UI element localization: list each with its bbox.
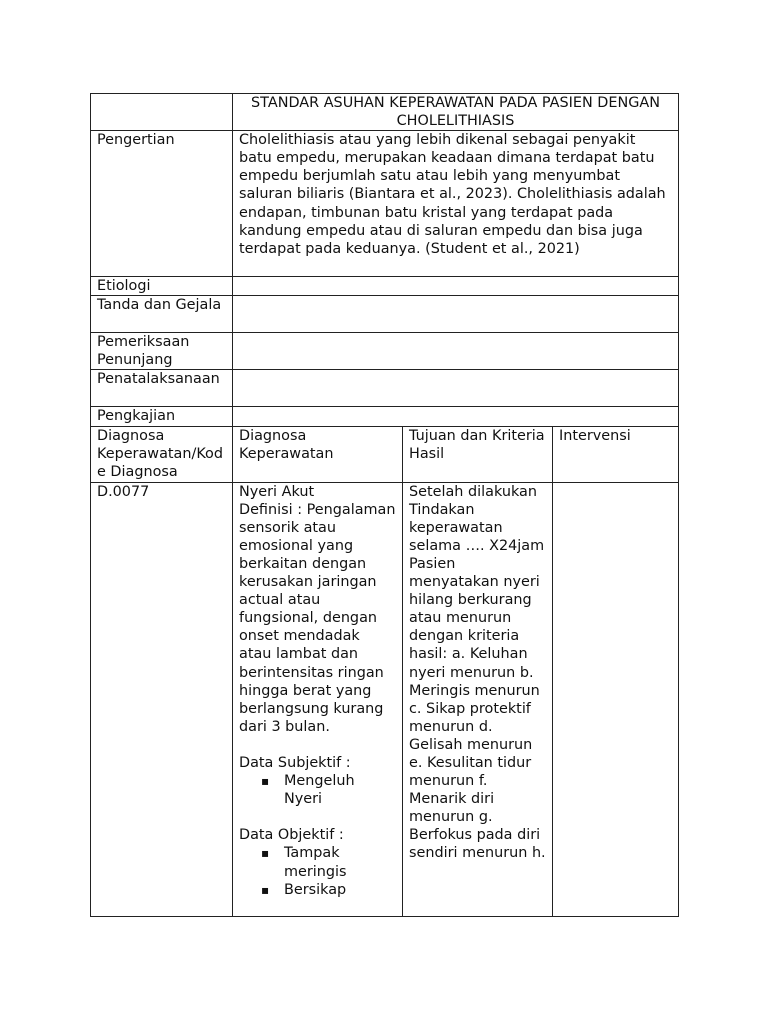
objective-list: [239, 844, 396, 898]
row-pengkajian: [91, 407, 679, 426]
label-tanda-gejala: Tanda dan Gejala: [91, 296, 233, 333]
diagnosis-code: D.0077: [91, 482, 233, 916]
label-pemeriksaan: Pemeriksaan Penunjang: [91, 333, 233, 370]
objective-label: Data Objektif :: [239, 827, 344, 844]
column-header-row: [91, 426, 679, 482]
diagnosis-cell: [233, 482, 403, 916]
column-header-kode: Diagnosa Keperawatan/Kode Diagnosa: [91, 426, 233, 482]
goal-cell: Setelah dilakukan Tindakan keperawatan selama …. X24jam Pasien menyatakan nyeri hilang berkurang atau menurun dengan kriteria hasil: a. Keluhan nyeri menurun b. Meringis menurun c. Sikap protektif menurun d. Gelisah menurun e. Kesulitan tidur menurun f. Menarik diri menurun g. Berfokus pada diri sendiri menurun h.: [403, 482, 553, 916]
content-penatalaksanaan: [233, 370, 679, 407]
label-pengkajian: Pengkajian: [91, 407, 233, 426]
label-pengertian: Pengertian: [91, 131, 233, 277]
label-etiologi: Etiologi: [91, 277, 233, 296]
diagnosis-definition: Definisi : Pengalaman sensorik atau emosional yang berkaitan dengan kerusakan jaringan actual atau fungsional, dengan onset mendadak atau lambat dan berintensitas ringan hingga berat yang berlangsung kurang dari 3 bulan.: [239, 501, 396, 735]
column-header-tujuan: Tujuan dan Kriteria Hasil: [403, 426, 553, 482]
subjective-list: [239, 772, 396, 808]
nursing-care-table: [90, 93, 679, 917]
content-pemeriksaan: [233, 333, 679, 370]
column-header-diagnosa: Diagnosa Keperawatan: [233, 426, 403, 482]
content-pengertian: Cholelithiasis atau yang lebih dikenal sebagai penyakit batu empedu, merupakan keadaan dimana terdapat batu empedu berjumlah satu atau lebih yang menyumbat saluran biliaris (Biantara et al., 2023). Cholelithiasis adalah endapan, timbunan batu kristal yang terdapat pada kandung empedu atau di saluran empedu dan bisa juga terdapat pada keduanya. (Student et al., 2021): [233, 131, 679, 277]
row-pemeriksaan: [91, 333, 679, 370]
row-tanda-gejala: [91, 296, 679, 333]
label-penatalaksanaan: Penatalaksanaan: [91, 370, 233, 407]
list-item: ▪ Tampak meringis: [284, 844, 396, 880]
list-item: ▪ Mengeluh Nyeri: [284, 772, 396, 808]
column-header-intervensi: Intervensi: [553, 426, 679, 482]
row-penatalaksanaan: [91, 370, 679, 407]
list-item: ▪ Bersikap: [284, 881, 396, 899]
content-etiologi: [233, 277, 679, 296]
document-title: STANDAR ASUHAN KEPERAWATAN PADA PASIEN DENGAN CHOLELITHIASIS: [233, 94, 679, 131]
content-pengkajian: [233, 407, 679, 426]
content-tanda-gejala: [233, 296, 679, 333]
header-empty-cell: [91, 94, 233, 131]
row-etiologi: [91, 277, 679, 296]
row-pengertian: [91, 131, 679, 277]
table-header-row: [91, 94, 679, 131]
diagnosis-row: [91, 482, 679, 916]
diagnosis-name: Nyeri Akut: [239, 483, 315, 500]
subjective-label: Data Subjektif :: [239, 754, 351, 771]
intervention-cell: [553, 482, 679, 916]
